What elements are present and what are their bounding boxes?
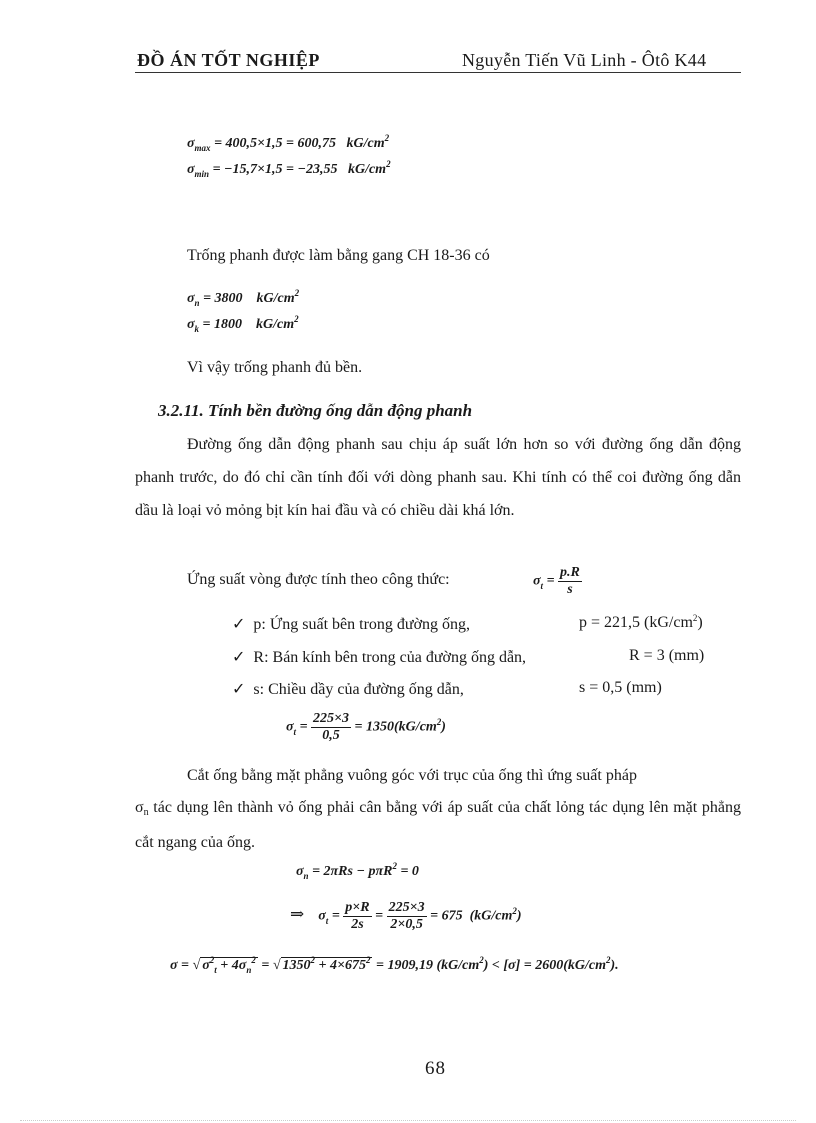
formula-sigma-t: $\sigma_t$ = $\frac{p.R}{s}$: [533, 565, 580, 597]
section-title: 3.2.11. Tính bền đường ống dẫn động phanh: [158, 401, 473, 420]
calc-sigma-t: $\sigma_t$ = $\frac{225\times 3}{0,5}$ = $1350(kG/cm^2)$: [286, 711, 446, 743]
equation-final: σ = √ $\sigma^2_t + 4\sigma_n^2$ = √ $1350^2 + 4\times 675^2 = 1909,19$ $(kG/cm^2) < [\sigma] = 2600(kG/cm^2)$.: [170, 955, 619, 975]
paragraph-2-rest: σn tác dụng lên thành vỏ ống phải cân bằng với áp suất của chất lỏng tác dụng lên mặt phẳng cắt ngang của ống.: [135, 799, 741, 851]
bullet-r: ✓ R: Bán kính bên trong của đường ống dẫn,: [232, 649, 527, 666]
header-title: ĐỒ ÁN TỐT NGHIỆP: [137, 50, 320, 70]
bullet-p-value: p = 221,5 $(kG/cm^2)$: [579, 613, 703, 631]
footer-rule: [20, 1120, 796, 1121]
equation-sigma-k: $\sigma_k = 1800$ $kG/cm^2$: [187, 314, 299, 334]
page-number: 68: [425, 1058, 446, 1079]
header-author: Nguyễn Tiến Vũ Linh - Ôtô K44: [462, 50, 707, 70]
trong-phanh-text: Trống phanh được làm bằng gang CH 18-36 có: [187, 247, 490, 264]
bullet-p: ✓ p: Ứng suất bên trong đường ống,: [232, 616, 471, 633]
equation-sigma-n: $\sigma_n = 3800$ $kG/cm^2$: [187, 288, 300, 308]
paragraph-2-line-1: Cắt ống bằng mặt phẳng vuông góc với trục của ống thì ứng suất pháp: [187, 767, 637, 784]
bullet-r-value: R = 3 (mm): [629, 647, 705, 664]
paragraph-1: Đường ống dẫn động phanh sau chịu áp suất lớn hơn so với đường ống dẫn động phanh trước, do đó chỉ cần tính đối với dòng phanh sau. Khi tính có thể coi đường ống dẫn dầu là loại vỏ mỏng bịt kín hai đầu và có chiều dài khá lớn.: [135, 436, 741, 519]
bullet-s: ✓ s: Chiều dầy của đường ống dẫn,: [232, 681, 464, 698]
header-rule: [135, 72, 741, 73]
check-icon: ✓: [232, 649, 246, 666]
equation-implies: ⇒ $\sigma_t$ = $\frac{p\times R}{2s}$ = $\frac{225\times 3}{2\times 0,5}$ = 675 $(kG/cm^2)$: [290, 900, 522, 932]
equation-sigma-max: $\sigma_{max} = 400,5\times 1,5 = 600,75$ $kG/cm^2$: [187, 133, 390, 153]
bullet-s-value: s = 0,5 (mm): [579, 679, 662, 696]
equation-sigma-min: $\sigma_{min} = -15,7\times 1,5 = -23,55$ $kG/cm^2$: [187, 159, 391, 179]
conclusion-text: Vì vậy trống phanh đủ bền.: [187, 359, 363, 376]
check-icon: ✓: [232, 681, 246, 698]
ung-suat-text: Ứng suất vòng được tính theo công thức:: [187, 571, 450, 588]
check-icon: ✓: [232, 616, 246, 633]
equation-sigma-n-balance: $\sigma_n = 2\pi Rs - p\pi R^2 = 0$: [296, 861, 419, 881]
